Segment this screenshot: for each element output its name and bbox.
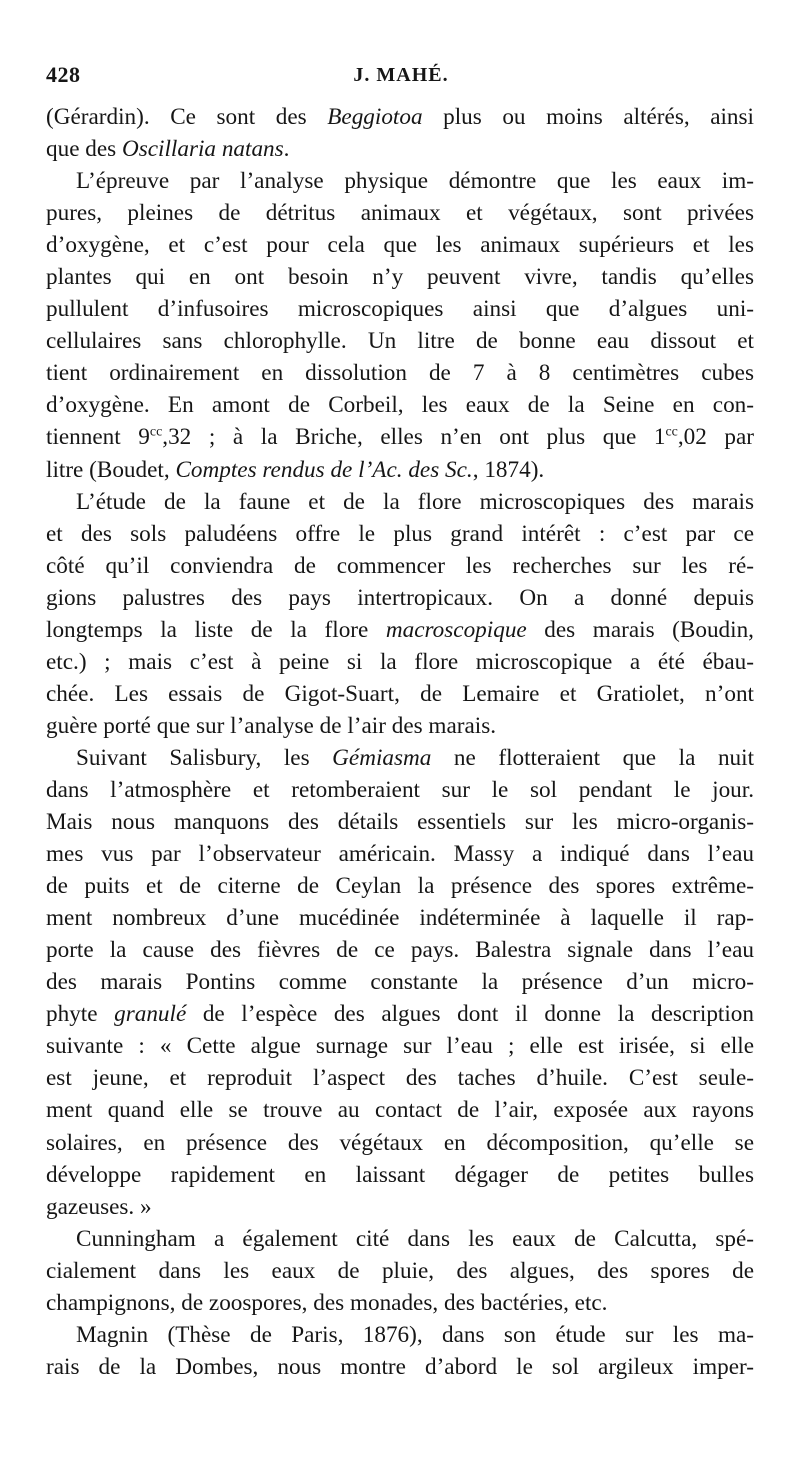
text-segment: côté qu’il conviendra de commencer les recherches sur les ré- [46, 552, 754, 579]
text-segment: chée. Les essais de Gigot-Suart, de Lemaire et Gratiolet, n’ont [46, 680, 754, 707]
text-segment: pures, pleines de détritus animaux et végétaux, sont privées [46, 200, 754, 227]
text-segment: ment quand elle se trouve au contact de l’air, exposée aux rayons [46, 1097, 754, 1124]
text-line [46, 293, 754, 325]
text-segment: . [283, 136, 290, 163]
text-segment: gions palustres des pays intertropicaux. On a donné depuis [46, 584, 754, 611]
text-line [46, 1191, 754, 1223]
paragraph [46, 165, 754, 485]
text-segment: et des sols paludéens offre le plus grand intérêt : c’est par ce [46, 520, 754, 547]
paragraph [46, 742, 754, 1223]
text-segment: tient ordinairement en dissolution de 7 à 8 centimètres cubes [46, 360, 754, 387]
text-line [46, 261, 754, 293]
running-head: J. MAHÉ. [353, 64, 449, 86]
text-segment: Magnin (Thèse de Paris, 1876), dans son étude sur les ma- [76, 1321, 754, 1348]
text-segment: mes vus par l’observateur américain. Massy a indiqué dans l’eau [46, 841, 754, 868]
text-line [46, 966, 754, 998]
italic-text: Comptes rendus de l’Ac. des Sc. [175, 456, 473, 483]
text-segment: suivante : « Cette algue surnage sur l’eau ; elle est irisée, si elle [46, 1033, 754, 1060]
text-line [46, 998, 754, 1030]
text-segment: solaires, en présence des végétaux en décomposition, qu’elle se [46, 1129, 754, 1156]
text-line [46, 1223, 754, 1255]
text-line [46, 1287, 754, 1319]
text-line [46, 614, 754, 646]
text-segment: L’étude de la faune et de la flore microscopiques des marais [76, 488, 754, 515]
text-segment: d’oxygène. En amont de Corbeil, les eaux de la Seine en con- [46, 392, 754, 419]
text-line [46, 1159, 754, 1191]
page-number: 428 [46, 62, 81, 87]
text-line [46, 934, 754, 966]
text-segment: porte la cause des fièvres de ce pays. Balestra signale dans l’eau [46, 937, 754, 964]
text-line [46, 325, 754, 357]
text-segment: gazeuses. » [46, 1193, 152, 1220]
text-segment: plus ou moins altérés, ainsi [422, 104, 754, 130]
text-segment: rais de la Dombes, nous montre d’abord le sol argileux imper- [46, 1353, 754, 1380]
text-segment: litre (Boudet, [46, 456, 176, 483]
text-line [46, 710, 754, 742]
text-segment: ,02 par [677, 424, 755, 451]
text-line [46, 582, 754, 614]
body-text [46, 101, 754, 1383]
text-line [46, 838, 754, 870]
text-segment: Cunningham a également cité dans les eaux de Calcutta, spé- [76, 1225, 754, 1252]
text-line [46, 1255, 754, 1287]
text-segment: longtemps la liste de la flore [46, 616, 386, 643]
text-segment: est jeune, et reproduit l’aspect des taches d’huile. C’est seule- [46, 1065, 754, 1092]
text-line [46, 742, 754, 774]
text-line [46, 1127, 754, 1159]
text-line [46, 486, 754, 518]
superscript: cc [149, 424, 163, 440]
text-segment: ment nombreux d’une mucédinée indéterminée à laquelle il rap- [46, 905, 754, 932]
italic-text: granulé [114, 1001, 187, 1028]
text-line [46, 229, 754, 261]
text-line [46, 389, 754, 421]
text-line [46, 806, 754, 838]
text-segment: cellulaires sans chlorophylle. Un litre de bonne eau dissout et [46, 328, 754, 355]
text-segment: pullulent d’infusoires microscopiques ainsi que d’algues uni- [46, 296, 754, 323]
text-segment: cialement dans les eaux de pluie, des algues, des spores de [46, 1257, 754, 1284]
italic-text: Gémiasma [332, 744, 432, 771]
italic-text: Beggiotoa [327, 104, 423, 130]
text-segment: dans l’atmosphère et retomberaient sur le sol pendant le jour. [46, 776, 754, 803]
text-line [46, 101, 754, 133]
text-line [46, 774, 754, 806]
superscript: cc [665, 424, 678, 440]
paragraph [46, 101, 754, 165]
text-segment: guère porté que sur l’analyse de l’air des marais. [46, 712, 497, 739]
text-line [46, 1030, 754, 1062]
text-line [46, 357, 754, 389]
text-segment: tiennent 9 [46, 424, 150, 451]
text-segment: etc.) ; mais c’est à peine si la flore microscopique a été ébau- [46, 648, 754, 675]
text-line [46, 1062, 754, 1094]
text-segment: de l’espèce des algues dont il donne la description [186, 1001, 754, 1028]
text-segment: Mais nous manquons des détails essentiels sur les micro-organis- [46, 809, 754, 836]
text-segment: développe rapidement en laissant dégager de petites bulles [46, 1161, 754, 1188]
text-line [46, 454, 754, 486]
text-segment: des marais (Boudin, [526, 616, 754, 643]
text-segment: des marais Pontins comme constante la présence d’un micro- [46, 969, 754, 996]
paragraph [46, 1319, 754, 1383]
text-line [46, 550, 754, 582]
text-line [46, 870, 754, 902]
text-line [46, 421, 754, 453]
text-segment: (Gérardin). Ce sont des [46, 104, 328, 130]
text-line [46, 1319, 754, 1351]
text-line [46, 902, 754, 934]
text-line [46, 197, 754, 229]
text-segment: d’oxygène, et c’est pour cela que les animaux supérieurs et les [46, 232, 754, 259]
italic-text: macroscopique [385, 616, 527, 643]
text-segment: que des [46, 136, 122, 163]
text-line [46, 518, 754, 550]
italic-text: Oscillaria natans [121, 136, 284, 163]
text-segment: ,32 ; à la Briche, elles n’en ont plus que 1 [162, 424, 666, 451]
paragraph [46, 1223, 754, 1319]
text-line [46, 678, 754, 710]
paragraph [46, 486, 754, 742]
text-line [46, 646, 754, 678]
text-segment: plantes qui en ont besoin n’y peuvent vivre, tandis qu’elles [46, 264, 754, 291]
text-segment: phyte [46, 1001, 115, 1028]
text-segment: , 1874). [472, 456, 545, 483]
text-segment: ne flotteraient que la nuit [431, 744, 755, 771]
text-segment: L’épreuve par l’analyse physique démontre que les eaux im- [76, 168, 754, 195]
text-line [46, 165, 754, 197]
text-segment: de puits et de citerne de Ceylan la présence des spores extrême- [46, 873, 754, 900]
page-header [46, 62, 756, 92]
text-segment: champignons, de zoospores, des monades, des bactéries, etc. [46, 1289, 608, 1316]
text-line [46, 1351, 754, 1383]
text-line [46, 133, 754, 165]
text-segment: Suivant Salisbury, les [76, 744, 333, 771]
text-line [46, 1094, 754, 1126]
